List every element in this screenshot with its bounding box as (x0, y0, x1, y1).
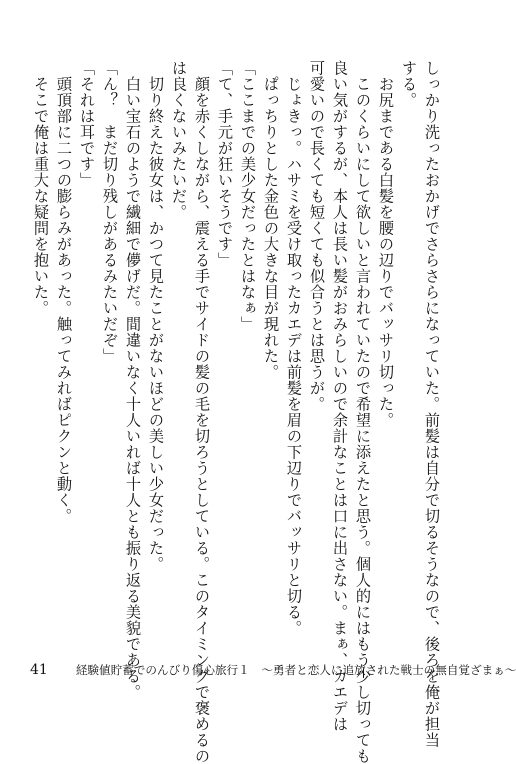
text-line: 「ここまでの美少女だったとはなぁ」 (239, 60, 257, 332)
text-line: する。 (400, 60, 418, 108)
text-line: 「て、手元が狂いそうです」 (216, 60, 234, 268)
text-line: 「ん？ まだ切り残しがあるみたいだぞ」 (101, 60, 119, 364)
text-line: 良い気がするが、本人は長い髪がおみらしいので余計なことは口に出さない。まぁ、カエデは (331, 60, 349, 732)
text-line: 「それは耳です」 (78, 60, 96, 188)
text-line: そこで俺は重大な疑問を抱いた。 (32, 60, 50, 316)
text-line: じょきっ。ハサミを受け取ったカエデは前髪を眉の下辺りでバッサリと切る。 (285, 60, 303, 636)
text-line: 白い宝石のようで繊細で儚げだ。間違いなく十人いれば十人とも振り返る美貌である。 (124, 60, 142, 700)
text-line: お尻まである白髪を腰の辺りでバッサリ切った。 (377, 60, 395, 428)
text-line: 頭頂部に二つの膨らみがあった。触ってみればピクンと動く。 (55, 60, 73, 524)
text-line: このくらいにして欲しいと言われていたので希望に添えたと思う。個人的にはもう少し切っても (354, 60, 372, 764)
text-line: 可愛いので長くても短くても似合うとは思うが。 (308, 60, 326, 412)
text-line: 切り終えた彼女は、かつて見たことがないほどの美しい少女だった。 (147, 60, 165, 572)
text-line: ぱっちりとした金色の大きな目が現れた。 (262, 60, 280, 380)
text-line: は良くないみたいだ。 (170, 60, 188, 220)
text-line: しっかり洗ったおかげでさらさらになっていた。前髪は自分で切るそうなので、後ろを俺が担当 (423, 60, 441, 748)
page-number: 41 (30, 662, 48, 678)
page-footer (30, 662, 516, 682)
book-title: 経験値貯蓄でのんびり傷心旅行１ 〜勇者と恋人に追放された戦士の無自覚ざまぁ〜 (75, 663, 516, 677)
text-line: 顔を赤くしながら、震える手でサイドの髪の毛を切ろうとしている。このタイミングで褒めるの (193, 60, 211, 764)
